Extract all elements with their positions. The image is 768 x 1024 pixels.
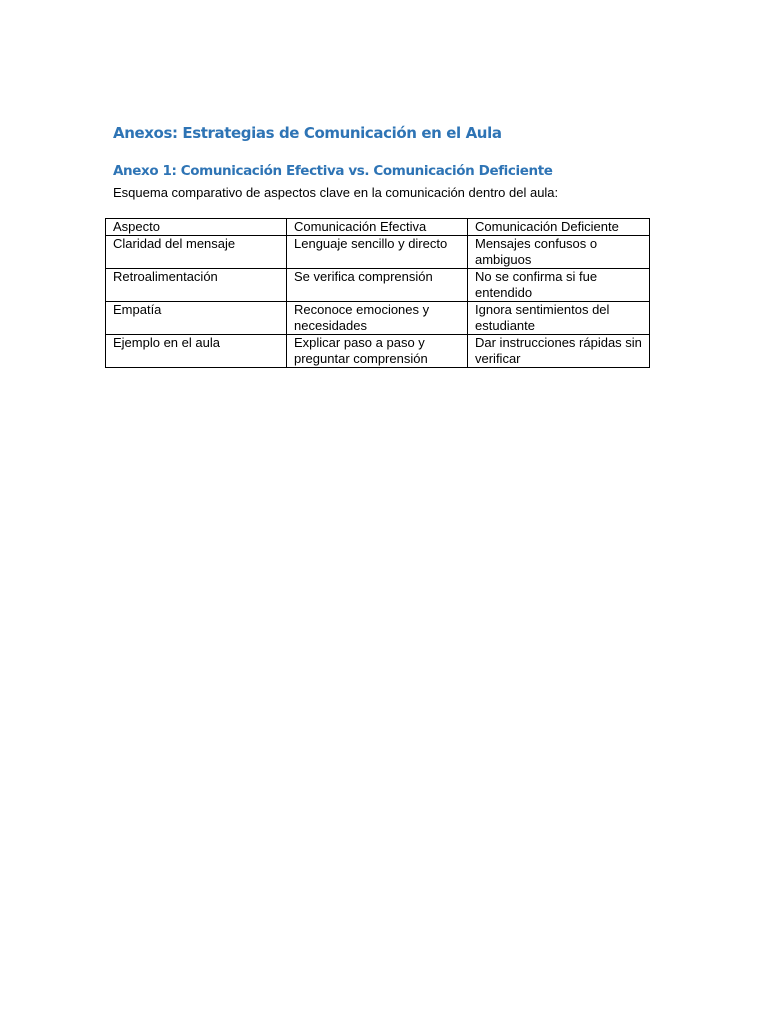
- intro-paragraph: Esquema comparativo de aspectos clave en la comunicación dentro del aula:: [113, 185, 559, 200]
- table-row: [106, 335, 650, 368]
- column-header-efectiva: Comunicación Efectiva: [287, 219, 468, 236]
- table-cell: No se confirma si fue entendido: [468, 269, 650, 302]
- table-cell: Ejemplo en el aula: [106, 335, 287, 368]
- page-title: Anexos: Estrategias de Comunicación en el Aula: [113, 124, 502, 142]
- table-cell: Se verifica comprensión: [287, 269, 468, 302]
- table-row: [106, 302, 650, 335]
- table-cell: Lenguaje sencillo y directo: [287, 236, 468, 269]
- column-header-aspecto: Aspecto: [106, 219, 287, 236]
- comparison-table: [105, 218, 650, 368]
- table-cell: Explicar paso a paso y preguntar comprensión: [287, 335, 468, 368]
- table-cell: Ignora sentimientos del estudiante: [468, 302, 650, 335]
- table-row: [106, 269, 650, 302]
- table-cell: Reconoce emociones y necesidades: [287, 302, 468, 335]
- table-row: [106, 236, 650, 269]
- table-header-row: [106, 219, 650, 236]
- table-cell: Mensajes confusos o ambiguos: [468, 236, 650, 269]
- table-cell: Retroalimentación: [106, 269, 287, 302]
- table-cell: Claridad del mensaje: [106, 236, 287, 269]
- column-header-deficiente: Comunicación Deficiente: [468, 219, 650, 236]
- table-cell: Empatía: [106, 302, 287, 335]
- section-heading: Anexo 1: Comunicación Efectiva vs. Comunicación Deficiente: [113, 163, 553, 179]
- table-cell: Dar instrucciones rápidas sin verificar: [468, 335, 650, 368]
